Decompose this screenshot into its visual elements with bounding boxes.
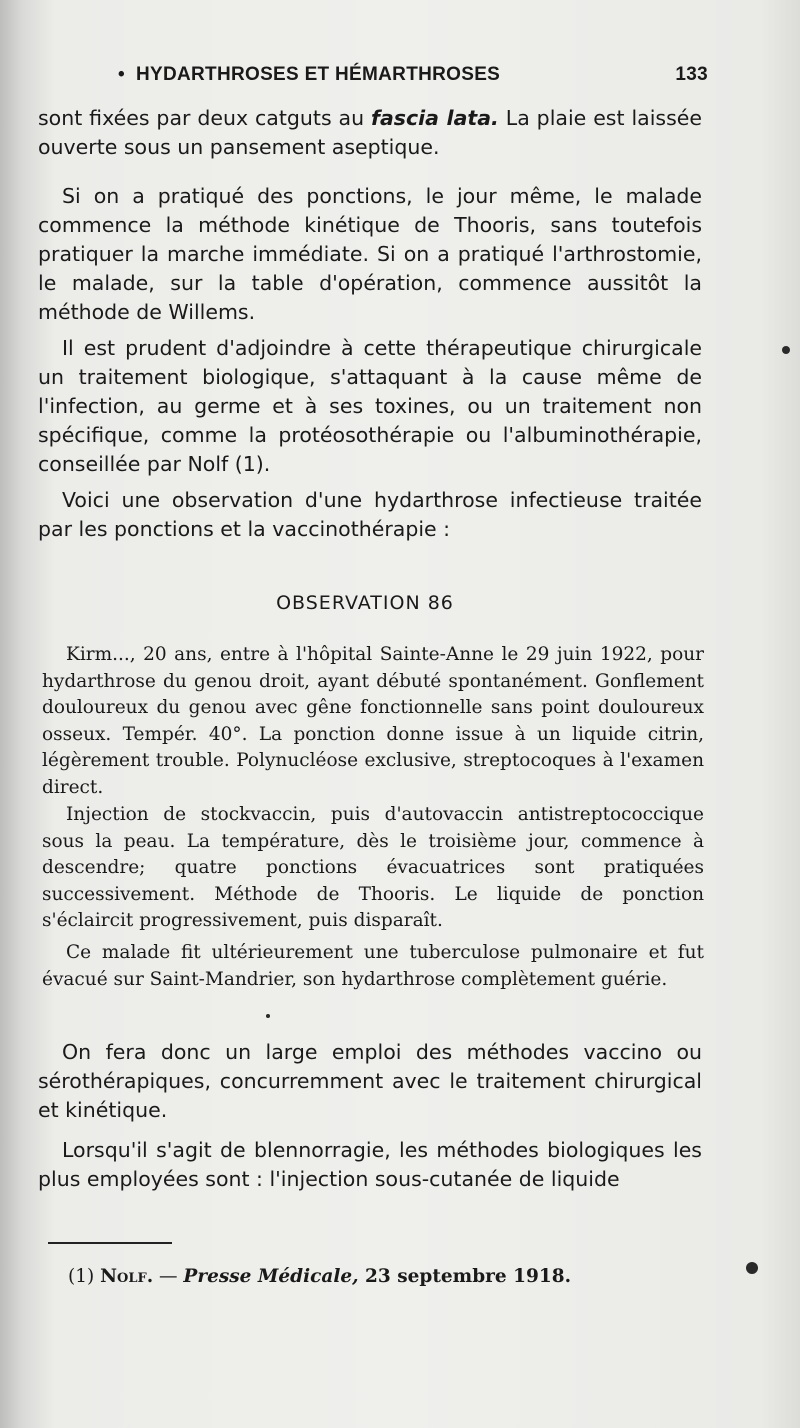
footnote-marker: (1): [68, 1266, 95, 1287]
paragraph: Si on a pratiqué des ponctions, le jour même, le malade commence la méthode kinétique de Thooris, sans toutefois pratiquer la marche immédiate. Si on a pratiqué l'arthrostomie, le malade, sur la table d'opération, commence aussitôt la méthode de Willems.: [38, 184, 702, 324]
running-header: [118, 62, 708, 96]
observation-paragraph: Kirm..., 20 ans, entre à l'hôpital Sainte-Anne le 29 juin 1922, pour hydarthrose du genou droit, ayant débuté spontanément. Gonflement douloureux du genou avec gêne fonctionnelle sans point douloureux osseux. Tempér. 40°. La ponction donne issue à un liquide citrin, légèrement trouble. Polynucléose exclusive, streptocoques à l'examen direct.: [42, 644, 704, 798]
paragraph-text: sont fixées par deux catguts au: [38, 106, 372, 130]
footnote-journal: Presse Médicale,: [183, 1266, 359, 1287]
footnote-author: Nolf.: [100, 1266, 154, 1287]
paragraph: Voici une observation d'une hydarthrose infectieuse traitée par les ponctions et la vaccinothérapie :: [38, 488, 702, 541]
paragraph: On fera donc un large emploi des méthodes vaccino ou sérothérapiques, concurremment avec le traitement chirurgical et kinétique.: [38, 1040, 702, 1122]
observation-title: OBSERVATION 86: [276, 592, 454, 614]
observation-paragraph: Ce malade fit ultérieurement une tuberculose pulmonaire et fut évacué sur Saint-Mandrier, son hydarthrose complètement guérie.: [42, 942, 704, 990]
ink-speck: [782, 346, 790, 354]
ink-speck: [266, 1014, 270, 1018]
paragraph-text: La plaie est laissée ouverte sous un pansement aseptique.: [38, 106, 702, 159]
footnote: [68, 1266, 688, 1287]
footnote-dash: —: [153, 1266, 184, 1287]
paragraph: Il est prudent d'adjoindre à cette thérapeutique chirurgicale un traitement biologique, s'attaquant à la cause même de l'infection, au germe et à ses toxines, ou un traitement non spécifique, comme la protéosothérapie ou l'albuminothérapie, conseillée par Nolf (1).: [38, 336, 702, 476]
italic-term: fascia lata.: [371, 106, 499, 130]
footnote-rule: [48, 1242, 172, 1244]
paragraph-continuation: [38, 104, 702, 162]
paragraph: Lorsqu'il s'agit de blennorragie, les méthodes biologiques les plus employées sont : l'injection sous-cutanée de liquide: [38, 1138, 702, 1191]
header-bullet: •: [118, 64, 125, 85]
ink-speck: [746, 1262, 758, 1274]
footnote-date: 23 septembre 1918.: [358, 1266, 572, 1287]
observation-paragraph: Injection de stockvaccin, puis d'autovaccin antistreptococcique sous la peau. La température, dès le troisième jour, commence à descendre; quatre ponctions évacuatrices sont pratiquées successivement. Méthode de Thooris. Le liquide de ponction s'éclaircit progressivement, puis disparaît.: [42, 804, 704, 931]
running-title: HYDARTHROSES ET HÉMARTHROSES: [136, 64, 501, 85]
page-number: 133: [675, 64, 708, 85]
